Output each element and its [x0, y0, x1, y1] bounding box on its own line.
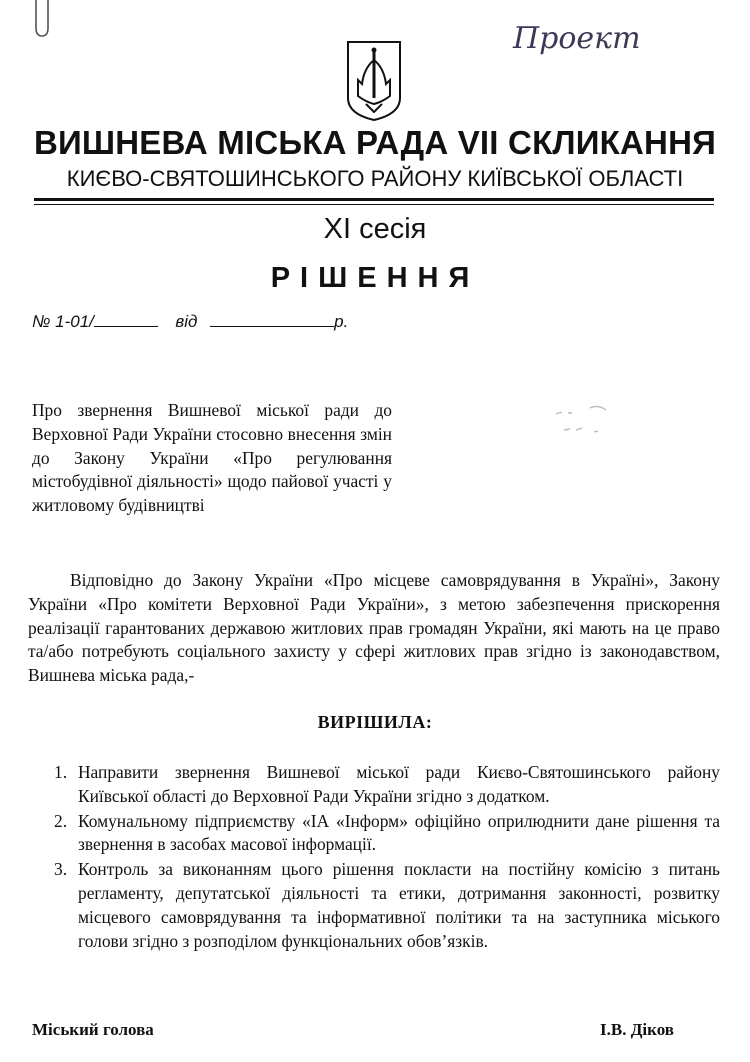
list-item [28, 810, 720, 858]
item-text: Направити звернення Вишневої міської ради Києво-Святошинського району Київської області до Верховної Ради України згідно з додатком. [78, 762, 720, 806]
decision-number: 1-01/ [55, 312, 94, 331]
item-number: 2. [54, 810, 68, 831]
item-text: Контроль за виконанням цього рішення покласти на постійну комісію з питань регламенту, депутатської діяльності та етики, дотримання законності, розвитку місцевого самоврядування та інформативної політики та на заступника міського голови згідно з розподілом функціональних обов’язків. [78, 859, 720, 951]
council-title: ВИШНЕВА МІСЬКА РАДА VII СКЛИКАННЯ [33, 124, 717, 161]
header-rule-thin [34, 204, 714, 205]
decision-number-line [32, 312, 348, 332]
number-prefix: № [32, 312, 51, 331]
header-rule-thick [34, 198, 714, 201]
paper-clip-mark [30, 0, 54, 40]
signature-title: Міський голова [32, 1020, 154, 1039]
number-blank [94, 312, 158, 327]
item-number: 3. [54, 859, 68, 880]
decision-subject: Про звернення Вишневої міської ради до Верховної Ради України стосовно внесення змін до Закону України «Про регулювання містобудівної діяльності» щодо пайової участі у житловому будівництві [32, 400, 392, 516]
preamble-paragraph: Відповідно до Закону України «Про місцеве самоврядування в Україні», Закону України «Про комітети Верховної Ради України», з метою забезпечення прискорення реалізації гарантованих державою житлових прав громадян України, які мають на це право та/або потребують соціального захисту у сфері житлових прав згідно із законодавством, Вишнева міська рада,- [28, 570, 720, 686]
list-item [28, 858, 720, 953]
list-item [28, 761, 720, 809]
district-subtitle: КИЄВО-СВЯТОШИНСЬКОГО РАЙОНУ КИЇВСЬКОЇ ОБЛАСТІ [66, 166, 684, 191]
faint-stamp-mark [546, 400, 626, 440]
decision-items-list [28, 761, 720, 954]
document-type-title: РІШЕННЯ [270, 262, 480, 294]
item-number: 1. [54, 762, 68, 782]
item-text: Комунальному підприємству «ІА «Інформ» офіційно оприлюднити дане рішення та звернення в засобах масової інформації. [78, 810, 720, 855]
date-from-label: від [175, 312, 198, 331]
coat-of-arms-icon [344, 38, 404, 122]
resolved-heading: ВИРІШИЛА: [317, 712, 433, 732]
date-blank [210, 312, 334, 327]
session-title: XI сесія [323, 213, 427, 245]
handwritten-annotation [505, 8, 705, 63]
svg-text:Проект: Проект [513, 21, 641, 56]
date-suffix: р. [334, 312, 349, 331]
signature-name: І.В. Діков [600, 1020, 674, 1039]
